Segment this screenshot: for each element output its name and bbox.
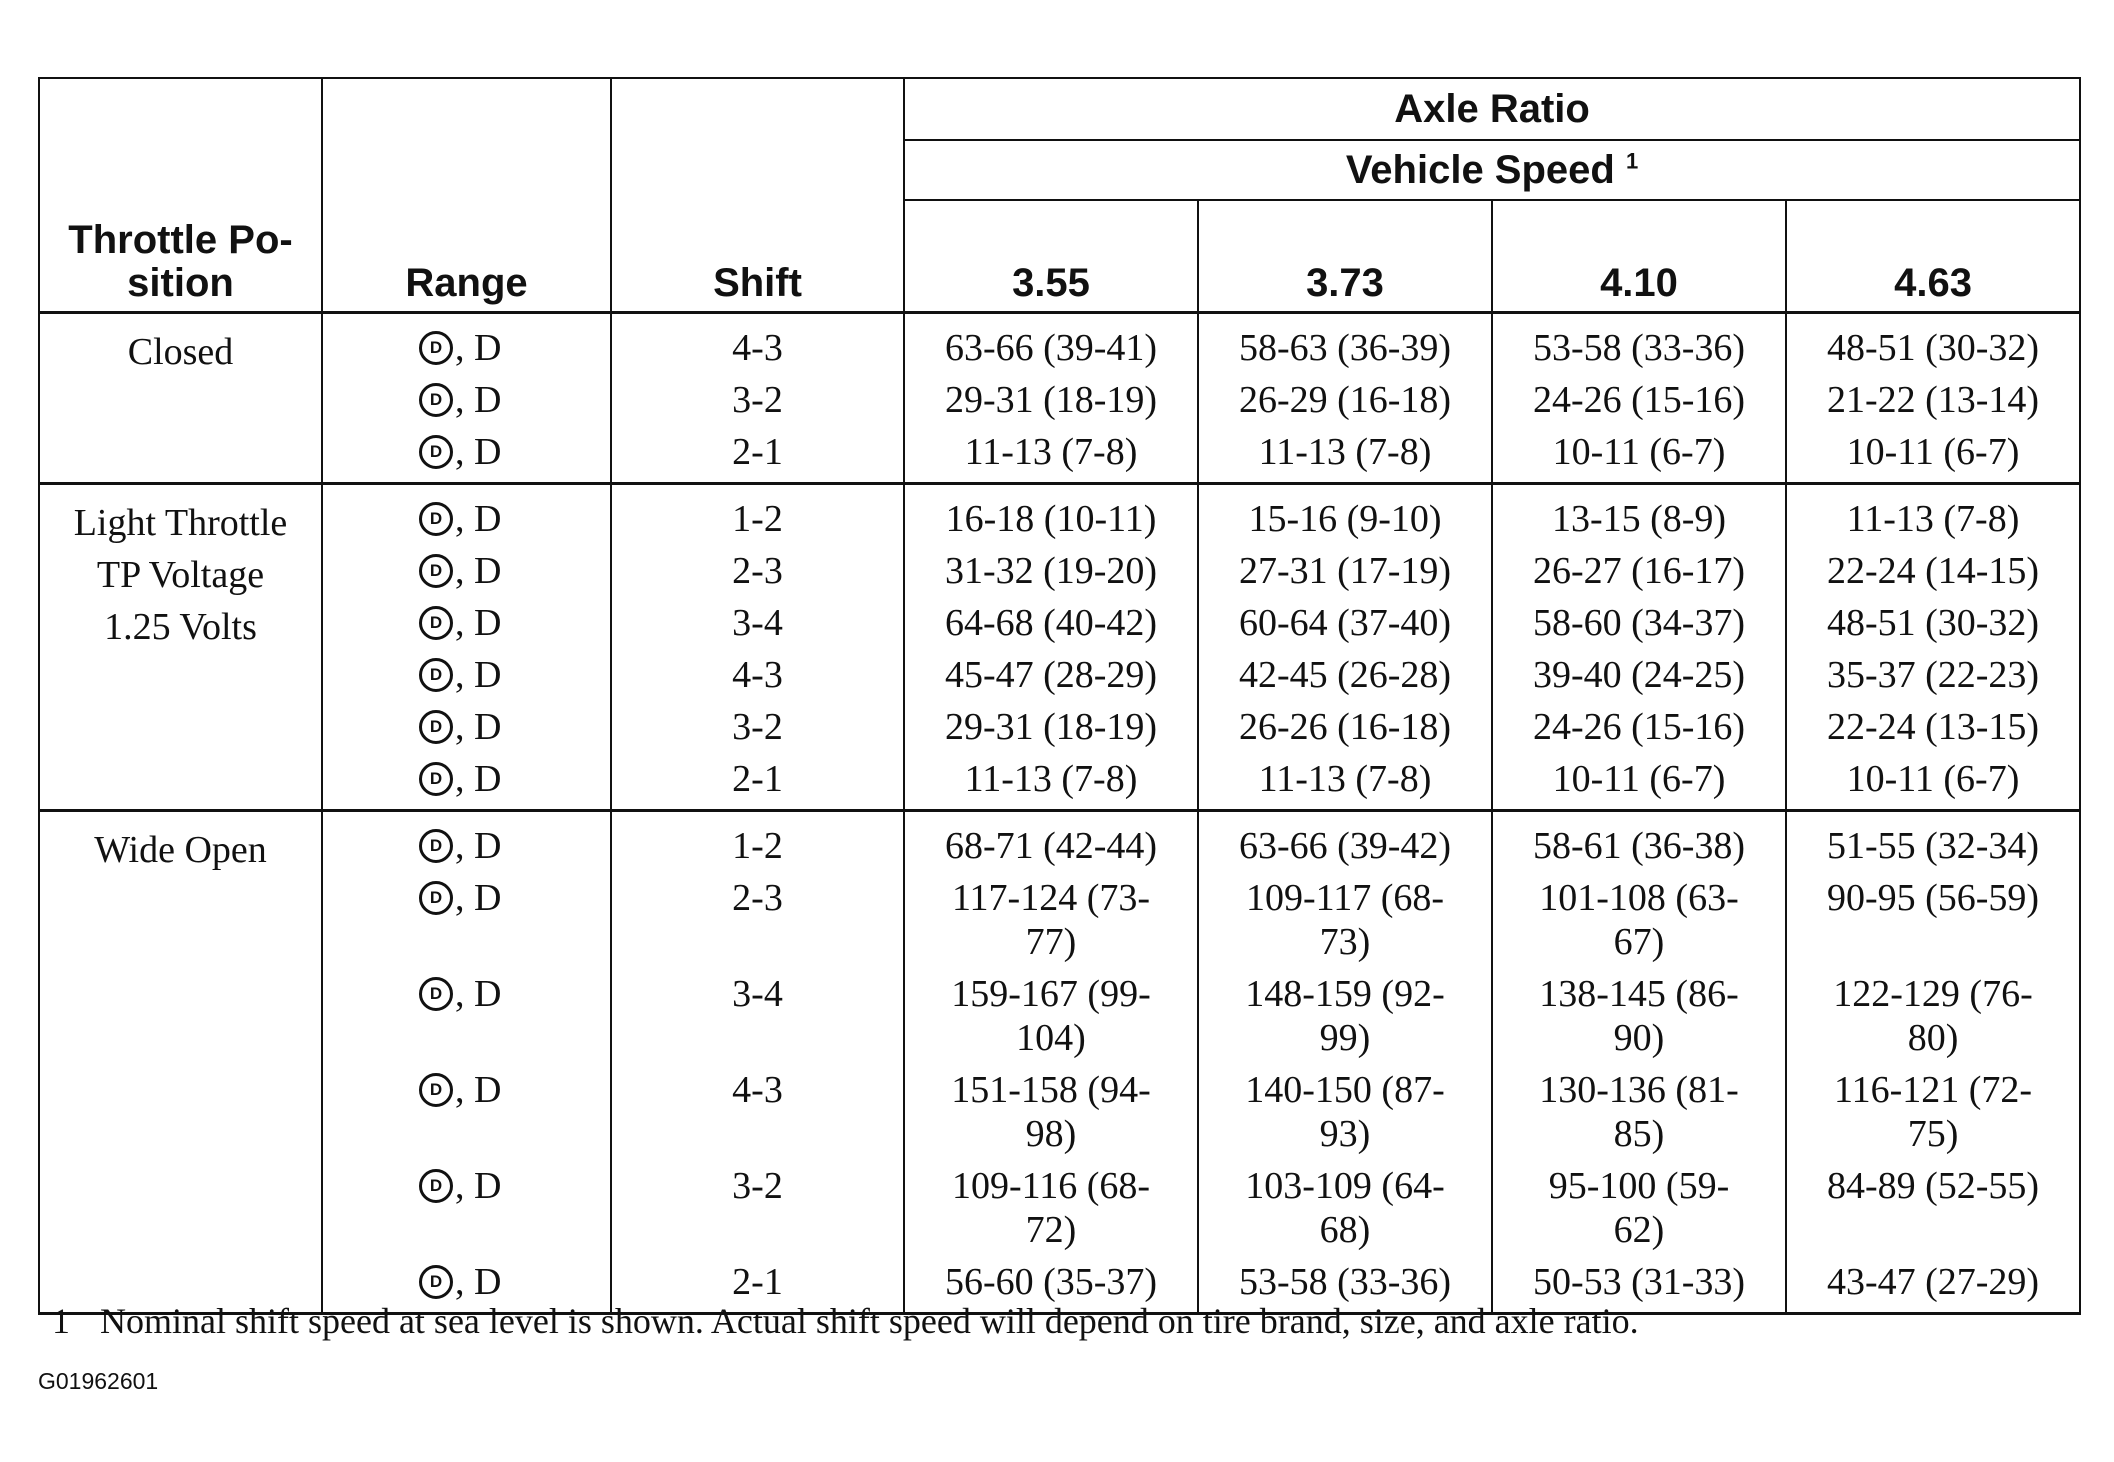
table-row [39,1160,2080,1256]
table-row [39,753,2080,811]
header-ratio-4-63: 4.63 [1786,200,2080,313]
header-ratio-3-73: 3.73 [1198,200,1492,313]
overdrive-circle-d-icon [419,502,453,536]
vehicle-speed-cell: 13-15 (8-9) [1492,484,1786,546]
range-cell [322,313,611,375]
overdrive-circle-d-icon [419,435,453,469]
header-vehicle-speed [904,140,2080,200]
overdrive-circle-d-icon [419,606,453,640]
overdrive-circle-d-icon [419,881,453,915]
vehicle-speed-cell: 53-58 (33-36) [1492,313,1786,375]
vehicle-speed-cell: 50-53 (31-33) [1492,1256,1786,1314]
range-text: , D [455,327,502,369]
footnote [52,1300,1639,1342]
table-row [39,968,2080,1064]
range-cell [322,872,611,968]
table-row [39,426,2080,484]
table-row [39,872,2080,968]
header-shift: Shift [611,78,904,313]
table-row [39,484,2080,546]
vehicle-speed-cell: 51-55 (32-34) [1786,811,2080,873]
vehicle-speed-cell: 26-27 (16-17) [1492,545,1786,597]
shift-cell: 2-1 [611,426,904,484]
range-cell [322,649,611,701]
header-throttle-position: Throttle Po-sition [39,78,322,313]
vehicle-speed-cell: 11-13 (7-8) [904,753,1198,811]
vehicle-speed-cell: 16-18 (10-11) [904,484,1198,546]
overdrive-circle-d-icon [419,710,453,744]
vehicle-speed-cell: 10-11 (6-7) [1786,753,2080,811]
range-text: , D [455,431,502,473]
shift-cell: 4-3 [611,313,904,375]
vehicle-speed-cell: 39-40 (24-25) [1492,649,1786,701]
vehicle-speed-cell: 10-11 (6-7) [1492,426,1786,484]
table-row [39,649,2080,701]
vehicle-speed-cell: 35-37 (22-23) [1786,649,2080,701]
range-text: , D [455,1261,502,1303]
header-range: Range [322,78,611,313]
vehicle-speed-cell: 22-24 (14-15) [1786,545,2080,597]
table-row [39,313,2080,375]
vehicle-speed-cell: 117-124 (73-77) [904,872,1198,968]
range-cell [322,1064,611,1160]
table-row [39,811,2080,873]
overdrive-circle-d-icon [419,1265,453,1299]
range-cell [322,968,611,1064]
vehicle-speed-cell: 29-31 (18-19) [904,374,1198,426]
vehicle-speed-cell: 43-47 (27-29) [1786,1256,2080,1314]
vehicle-speed-cell: 63-66 (39-42) [1198,811,1492,873]
vehicle-speed-cell: 101-108 (63-67) [1492,872,1786,968]
vehicle-speed-cell: 48-51 (30-32) [1786,313,2080,375]
vehicle-speed-cell: 53-58 (33-36) [1198,1256,1492,1314]
range-cell [322,701,611,753]
figure-id: G01962601 [38,1368,159,1394]
range-cell [322,597,611,649]
shift-cell: 3-2 [611,701,904,753]
shift-cell: 3-4 [611,597,904,649]
overdrive-circle-d-icon [419,1169,453,1203]
throttle-position-cell: Closed [39,313,322,484]
shift-cell: 2-1 [611,1256,904,1314]
vehicle-speed-cell: 140-150 (87-93) [1198,1064,1492,1160]
vehicle-speed-cell: 29-31 (18-19) [904,701,1198,753]
vehicle-speed-cell: 11-13 (7-8) [1198,753,1492,811]
vehicle-speed-cell: 48-51 (30-32) [1786,597,2080,649]
vehicle-speed-cell: 24-26 (15-16) [1492,374,1786,426]
range-text: , D [455,379,502,421]
shift-cell: 3-2 [611,374,904,426]
footnote-number: 1 [52,1301,70,1341]
overdrive-circle-d-icon [419,331,453,365]
table-row [39,374,2080,426]
vehicle-speed-cell: 148-159 (92-99) [1198,968,1492,1064]
vehicle-speed-cell: 11-13 (7-8) [1786,484,2080,546]
vehicle-speed-cell: 64-68 (40-42) [904,597,1198,649]
vehicle-speed-cell: 10-11 (6-7) [1786,426,2080,484]
vehicle-speed-cell: 84-89 (52-55) [1786,1160,2080,1256]
range-text: , D [455,550,502,592]
vehicle-speed-cell: 27-31 (17-19) [1198,545,1492,597]
table-body [39,313,2080,1314]
shift-cell: 2-3 [611,872,904,968]
overdrive-circle-d-icon [419,977,453,1011]
range-text: , D [455,706,502,748]
vehicle-speed-cell: 103-109 (64-68) [1198,1160,1492,1256]
vehicle-speed-cell: 138-145 (86-90) [1492,968,1786,1064]
throttle-position-cell: Wide Open [39,811,322,1314]
vehicle-speed-cell: 22-24 (13-15) [1786,701,2080,753]
vehicle-speed-cell: 24-26 (15-16) [1492,701,1786,753]
table-row [39,1064,2080,1160]
vehicle-speed-cell: 68-71 (42-44) [904,811,1198,873]
overdrive-circle-d-icon [419,829,453,863]
shift-cell: 3-2 [611,1160,904,1256]
table-row [39,545,2080,597]
range-text: , D [455,498,502,540]
vehicle-speed-cell: 26-26 (16-18) [1198,701,1492,753]
vehicle-speed-cell: 11-13 (7-8) [904,426,1198,484]
shift-cell: 2-1 [611,753,904,811]
range-text: , D [455,654,502,696]
vehicle-speed-cell: 11-13 (7-8) [1198,426,1492,484]
vehicle-speed-cell: 15-16 (9-10) [1198,484,1492,546]
range-cell [322,545,611,597]
vehicle-speed-cell: 109-117 (68-73) [1198,872,1492,968]
vehicle-speed-cell: 151-158 (94-98) [904,1064,1198,1160]
vehicle-speed-cell: 58-63 (36-39) [1198,313,1492,375]
vehicle-speed-cell: 116-121 (72-75) [1786,1064,2080,1160]
range-cell [322,374,611,426]
vehicle-speed-cell: 159-167 (99-104) [904,968,1198,1064]
shift-cell: 1-2 [611,811,904,873]
vehicle-speed-cell: 56-60 (35-37) [904,1256,1198,1314]
range-text: , D [455,973,502,1015]
header-axle-ratio: Axle Ratio [904,78,2080,140]
range-cell [322,426,611,484]
table-header [39,78,2080,313]
vehicle-speed-cell: 58-60 (34-37) [1492,597,1786,649]
range-text: , D [455,758,502,800]
vehicle-speed-label: Vehicle Speed [1345,148,1615,192]
footnote-reference: 1 [1625,148,1639,174]
shift-cell: 2-3 [611,545,904,597]
shift-cell: 4-3 [611,1064,904,1160]
shift-cell: 1-2 [611,484,904,546]
vehicle-speed-cell: 95-100 (59-62) [1492,1160,1786,1256]
range-text: , D [455,1069,502,1111]
shift-cell: 4-3 [611,649,904,701]
table-row [39,597,2080,649]
range-text: , D [455,1165,502,1207]
overdrive-circle-d-icon [419,383,453,417]
footnote-text: Nominal shift speed at sea level is shown. Actual shift speed will depend on tire brand, size, and axle ratio. [100,1301,1639,1341]
vehicle-speed-cell: 42-45 (26-28) [1198,649,1492,701]
throttle-position-cell: Light Throttle TP Voltage 1.25 Volts [39,484,322,811]
range-cell [322,484,611,546]
vehicle-speed-cell: 60-64 (37-40) [1198,597,1492,649]
vehicle-speed-cell: 122-129 (76-80) [1786,968,2080,1064]
range-cell [322,1160,611,1256]
vehicle-speed-cell: 58-61 (36-38) [1492,811,1786,873]
overdrive-circle-d-icon [419,554,453,588]
header-ratio-3-55: 3.55 [904,200,1198,313]
vehicle-speed-cell: 90-95 (56-59) [1786,872,2080,968]
vehicle-speed-cell: 63-66 (39-41) [904,313,1198,375]
range-cell [322,811,611,873]
vehicle-speed-cell: 130-136 (81-85) [1492,1064,1786,1160]
vehicle-speed-cell: 109-116 (68-72) [904,1160,1198,1256]
vehicle-speed-cell: 26-29 (16-18) [1198,374,1492,426]
shift-speed-table [38,77,2081,1315]
vehicle-speed-cell: 10-11 (6-7) [1492,753,1786,811]
range-text: , D [455,825,502,867]
header-ratio-4-10: 4.10 [1492,200,1786,313]
range-text: , D [455,877,502,919]
overdrive-circle-d-icon [419,658,453,692]
vehicle-speed-cell: 45-47 (28-29) [904,649,1198,701]
overdrive-circle-d-icon [419,762,453,796]
table-row [39,701,2080,753]
shift-cell: 3-4 [611,968,904,1064]
vehicle-speed-cell: 21-22 (13-14) [1786,374,2080,426]
range-cell [322,753,611,811]
vehicle-speed-cell: 31-32 (19-20) [904,545,1198,597]
range-text: , D [455,602,502,644]
overdrive-circle-d-icon [419,1073,453,1107]
